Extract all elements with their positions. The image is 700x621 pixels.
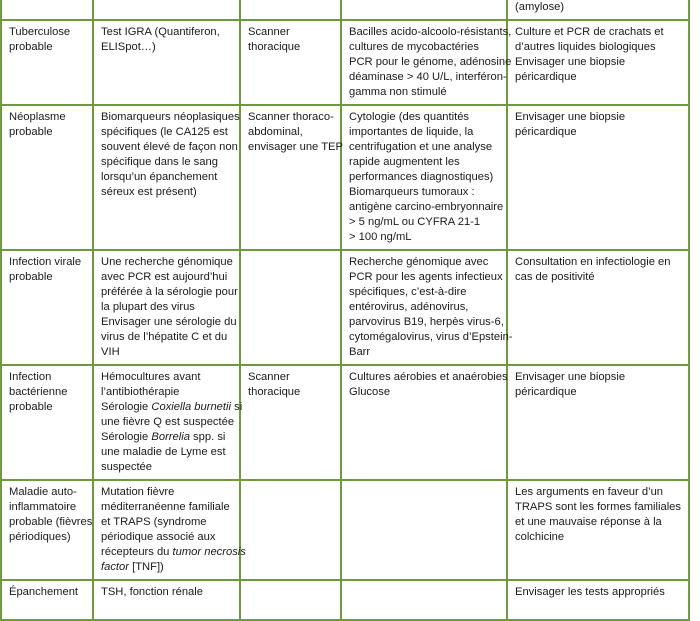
cell-imaging bbox=[240, 480, 341, 580]
cell-line bbox=[101, 430, 234, 445]
cell-biology bbox=[93, 105, 240, 250]
cell-biology bbox=[93, 580, 240, 620]
cell-line: PCR pour le génome, adénosine bbox=[349, 56, 512, 68]
cell-line: Scanner bbox=[248, 26, 290, 38]
cell-imaging bbox=[240, 365, 341, 480]
cell-line: antigène carcino-embryonnaire bbox=[349, 201, 504, 213]
cell-line: Mutation fièvre bbox=[101, 486, 175, 498]
species-name: Coxiella burnetii bbox=[151, 401, 231, 413]
cell-line: Consultation en infectiologie en bbox=[515, 256, 671, 268]
cell-line: déaminase > 40 U/L, interféron- bbox=[349, 71, 507, 83]
table-row-infection-bacterienne bbox=[1, 365, 689, 480]
cell-line: péricardique bbox=[515, 386, 577, 398]
cell-line: probable (fièvres bbox=[9, 516, 93, 528]
cell-line: probable bbox=[9, 41, 53, 53]
cell-imaging bbox=[240, 105, 341, 250]
cell-line: Tuberculose bbox=[9, 26, 71, 38]
cell-line: colchicine bbox=[515, 531, 565, 543]
text-fragment: Sérologie bbox=[101, 431, 152, 443]
table-row-tuberculose bbox=[1, 20, 689, 105]
cell-line: Hémocultures avant bbox=[101, 371, 201, 383]
cell-line: Scanner thoraco- bbox=[248, 111, 334, 123]
cell-other bbox=[507, 20, 689, 105]
cell-line: performances diagnostiques) bbox=[349, 171, 494, 183]
species-name: Borrelia bbox=[151, 431, 190, 443]
cell-condition bbox=[1, 105, 93, 250]
table-row-previous bbox=[1, 0, 689, 20]
cell-line: thoracique bbox=[248, 386, 301, 398]
cell-line: Envisager une sérologie du bbox=[101, 316, 237, 328]
cell-line: méditerranéenne familiale bbox=[101, 501, 230, 513]
cell-line: une maladie de Lyme est bbox=[101, 446, 226, 458]
table-row-maladie-auto-inflammatoire bbox=[1, 480, 689, 580]
cell-line: souvent élevé de façon non bbox=[101, 141, 238, 153]
cell-line bbox=[101, 400, 243, 415]
cell-imaging bbox=[240, 580, 341, 620]
table-row-neoplasme bbox=[1, 105, 689, 250]
table-row-infection-virale bbox=[1, 250, 689, 365]
cell-line: Cultures aérobies et anaérobies bbox=[349, 371, 508, 383]
cell-line: probable bbox=[9, 401, 53, 413]
text-fragment: spp. si bbox=[189, 431, 226, 443]
cell-condition bbox=[1, 0, 93, 20]
cell-line: avec PCR est aujourd’hui bbox=[101, 271, 228, 283]
cell-line: péricardique bbox=[515, 126, 577, 138]
cell-other bbox=[507, 105, 689, 250]
cell-line: gamma non stimulé bbox=[349, 86, 447, 98]
cell-line: une fièvre Q est suspectée bbox=[101, 416, 235, 428]
table-row-epanchement bbox=[1, 580, 689, 620]
latin-term: tumor necrosis bbox=[172, 546, 246, 558]
cell-line: VIH bbox=[101, 346, 120, 358]
cell-line: et TRAPS (syndrome bbox=[101, 516, 207, 528]
cell-line: probable bbox=[9, 271, 53, 283]
cell-line: abdominal, bbox=[248, 126, 303, 138]
cell-line: Maladie auto- bbox=[9, 486, 77, 498]
text-fragment: récepteurs du bbox=[101, 546, 173, 558]
cell-line: périodiques) bbox=[9, 531, 71, 543]
cell-biology bbox=[93, 480, 246, 580]
cell-fluid-analysis bbox=[341, 0, 507, 20]
cell-line: cultures de mycobactéries bbox=[349, 41, 479, 53]
cell-other bbox=[507, 480, 689, 580]
cell-line: d’autres liquides biologiques bbox=[515, 41, 656, 53]
cell-fluid-analysis bbox=[341, 20, 512, 105]
cell-line: envisager une TEP bbox=[248, 141, 343, 153]
cell-line: Envisager une biopsie bbox=[515, 56, 626, 68]
cell-line: et une mauvaise réponse à la bbox=[515, 516, 662, 528]
cell-line: Épanchement bbox=[9, 586, 79, 598]
cell-line: l’antibiothérapie bbox=[101, 386, 180, 398]
cell-condition bbox=[1, 250, 93, 365]
cell-line: Une recherche génomique bbox=[101, 256, 233, 268]
cell-line: Biomarqueurs néoplasiques bbox=[101, 111, 240, 123]
text-fragment: Sérologie bbox=[101, 401, 152, 413]
cell-fluid-analysis bbox=[341, 365, 507, 480]
cell-line: centrifugation et une analyse bbox=[349, 141, 493, 153]
cell-line: la plupart des virus bbox=[101, 301, 195, 313]
cell-line: (amylose) bbox=[515, 1, 565, 13]
cell-line: Glucose bbox=[349, 386, 391, 398]
cell-line: Cytologie (des quantités bbox=[349, 111, 470, 123]
cell-condition bbox=[1, 580, 93, 620]
cell-line: Envisager les tests appropriés bbox=[515, 586, 665, 598]
cell-line: Bacilles acido-alcoolo-résistants, bbox=[349, 26, 512, 38]
cell-line bbox=[101, 560, 234, 575]
cell-line: parvovirus B19, herpès virus-6, bbox=[349, 316, 504, 328]
cell-other bbox=[507, 365, 689, 480]
cell-line: Envisager une biopsie bbox=[515, 371, 626, 383]
cell-fluid-analysis bbox=[341, 480, 507, 580]
cell-other bbox=[507, 0, 689, 20]
cell-biology bbox=[93, 250, 240, 365]
cell-line: Barr bbox=[349, 346, 371, 358]
cell-line: Test IGRA (Quantiferon, bbox=[101, 26, 220, 38]
cell-line: cytomégalovirus, virus d’Epstein- bbox=[349, 331, 513, 343]
cell-imaging bbox=[240, 20, 341, 105]
cell-line: entérovirus, adénovirus, bbox=[349, 301, 469, 313]
cell-line: TRAPS sont les formes familiales bbox=[515, 501, 681, 513]
cell-line: bactérienne bbox=[9, 386, 68, 398]
cell-line: Scanner bbox=[248, 371, 290, 383]
cell-line: inflammatoire bbox=[9, 501, 77, 513]
text-fragment: si bbox=[231, 401, 243, 413]
cell-line: PCR pour les agents infectieux bbox=[349, 271, 503, 283]
cell-line: spécifiques, c’est-à-dire bbox=[349, 286, 467, 298]
cell-line: > 5 ng/mL ou CYFRA 21-1 bbox=[349, 216, 481, 228]
cell-imaging bbox=[240, 0, 341, 20]
cell-imaging bbox=[240, 250, 341, 365]
cell-fluid-analysis bbox=[341, 580, 507, 620]
cell-line: suspectée bbox=[101, 461, 152, 473]
cell-line: périodique associé aux bbox=[101, 531, 216, 543]
cell-line: cas de positivité bbox=[515, 271, 595, 283]
cell-other bbox=[507, 250, 689, 365]
cell-condition bbox=[1, 365, 93, 480]
cell-line: thoracique bbox=[248, 41, 301, 53]
latin-term: factor bbox=[101, 561, 129, 573]
cell-condition bbox=[1, 20, 93, 105]
cell-line: lorsqu’un épanchement bbox=[101, 171, 218, 183]
text-fragment: [TNF]) bbox=[128, 561, 164, 573]
cell-line: séreux est présent) bbox=[101, 186, 197, 198]
cell-line: Recherche génomique avec bbox=[349, 256, 489, 268]
cell-line: > 100 ng/mL bbox=[349, 231, 412, 243]
cell-line: Infection bbox=[9, 371, 52, 383]
cell-other bbox=[507, 580, 689, 620]
cell-line: ELISpot…) bbox=[101, 41, 156, 53]
cell-biology bbox=[93, 0, 240, 20]
cell-line: probable bbox=[9, 126, 53, 138]
cell-line: importantes de liquide, la bbox=[349, 126, 474, 138]
cell-line: Biomarqueurs tumoraux : bbox=[349, 186, 475, 198]
cell-line: Les arguments en faveur d’un bbox=[515, 486, 664, 498]
cell-condition bbox=[1, 480, 93, 580]
cell-biology bbox=[93, 365, 243, 480]
cell-line: rapide augmentent les bbox=[349, 156, 460, 168]
cell-line: spécifiques (le CA125 est bbox=[101, 126, 228, 138]
cell-line: virus de l’hépatite C et du bbox=[101, 331, 228, 343]
cell-line: péricardique bbox=[515, 71, 577, 83]
cell-line: préférée à la sérologie pour bbox=[101, 286, 238, 298]
cell-line: spécifique dans le sang bbox=[101, 156, 218, 168]
cell-line: Néoplasme bbox=[9, 111, 66, 123]
cell-line: Envisager une biopsie bbox=[515, 111, 626, 123]
cell-line: TSH, fonction rénale bbox=[101, 586, 203, 598]
cell-fluid-analysis bbox=[341, 105, 507, 250]
cell-line: Culture et PCR de crachats et bbox=[515, 26, 664, 38]
cell-fluid-analysis bbox=[341, 250, 513, 365]
cell-line: Infection virale bbox=[9, 256, 82, 268]
cell-biology bbox=[93, 20, 240, 105]
cell-line bbox=[101, 545, 246, 560]
